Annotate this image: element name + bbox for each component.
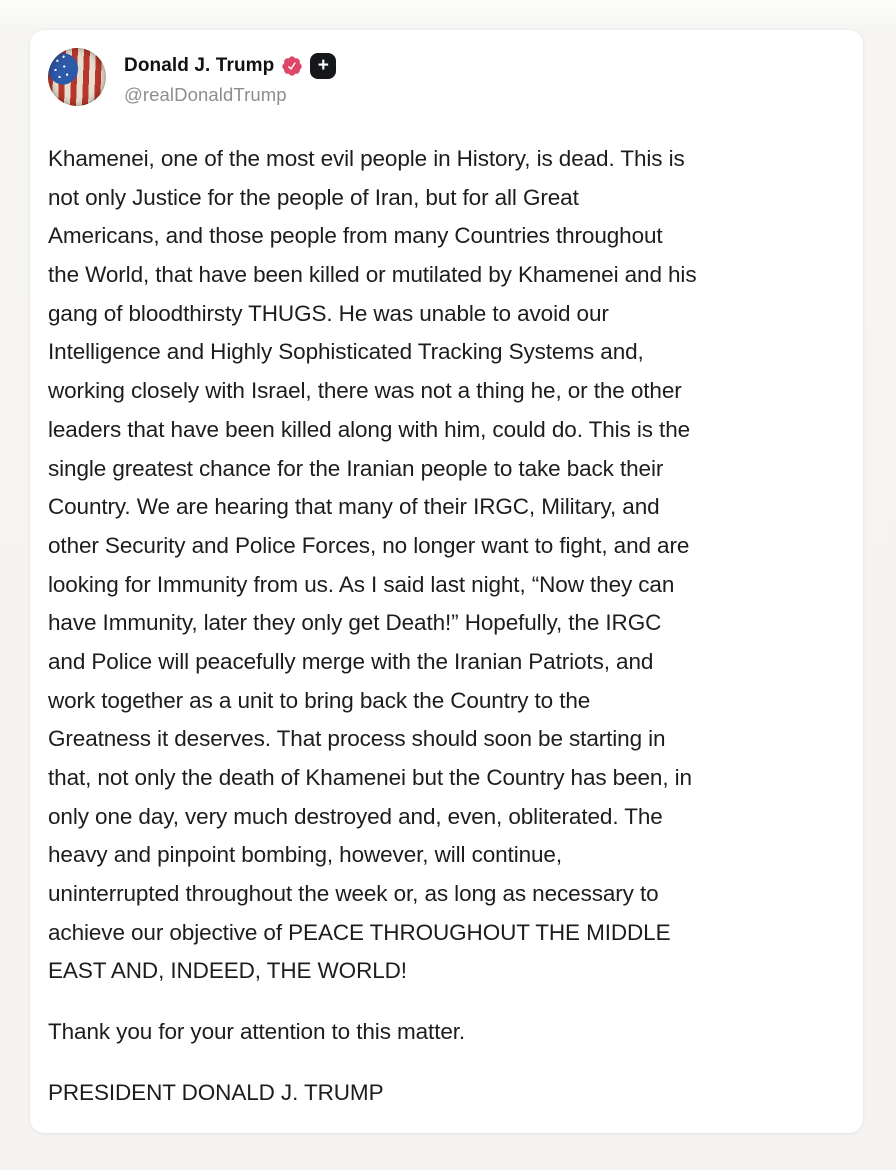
text-line: leaders that have been killed along with him, could do. This is the (48, 416, 691, 442)
text-line: not only Justice for the people of Iran, but for all Great (48, 184, 579, 210)
text-line: other Security and Police Forces, no longer want to fight, and are (48, 532, 690, 558)
author-name-row (124, 53, 336, 79)
text-line: gang of bloodthirsty THUGS. He was unable to avoid our (48, 300, 609, 326)
text-line: looking for Immunity from us. As I said last night, “Now they can (48, 571, 675, 597)
follow-plus-button[interactable] (310, 53, 336, 79)
text-line: only one day, very much destroyed and, even, obliterated. The (48, 803, 663, 829)
paragraph-main (48, 140, 845, 991)
author-identity (124, 48, 336, 106)
user-handle[interactable]: @realDonaldTrump (124, 84, 287, 105)
text-line: PRESIDENT DONALD J. TRUMP (48, 1079, 384, 1105)
display-name[interactable]: Donald J. Trump (124, 55, 275, 76)
text-line: and Police will peacefully merge with the Iranian Patriots, and (48, 648, 654, 674)
post-card (30, 30, 863, 1133)
post-body (48, 140, 845, 1113)
text-line: Greatness it deserves. That process should soon be starting in (48, 726, 666, 752)
paragraph-thanks (48, 1013, 845, 1052)
text-line: that, not only the death of Khamenei but the Country has been, in (48, 765, 692, 790)
text-line: Thank you for your attention to this matter. (48, 1019, 466, 1045)
verified-badge-icon (281, 55, 303, 77)
paragraph-signature (48, 1074, 845, 1113)
text-line: the World, that have been killed or mutilated by Khamenei and his (48, 262, 697, 288)
avatar[interactable] (48, 48, 106, 106)
text-line: Country. We are hearing that many of their IRGC, Military, and (48, 494, 660, 520)
text-line: have Immunity, later they only get Death!” Hopefully, the IRGC (48, 610, 662, 636)
text-line: single greatest chance for the Iranian people to take back their (48, 455, 664, 481)
text-line: work together as a unit to bring back the Country to the (48, 687, 591, 713)
text-line: heavy and pinpoint bombing, however, will continue, (48, 842, 562, 868)
text-line: Americans, and those people from many Countries throughout (48, 223, 663, 249)
text-line: EAST AND, INDEED, THE WORLD! (48, 958, 407, 984)
text-line: working closely with Israel, there was not a thing he, or the other (48, 378, 682, 404)
text-line: achieve our objective of PEACE THROUGHOUT THE MIDDLE (48, 919, 671, 945)
post-header (48, 48, 845, 106)
text-line: Khamenei, one of the most evil people in History, is dead. This is (48, 146, 685, 171)
text-line: uninterrupted throughout the week or, as long as necessary to (48, 881, 659, 907)
text-line: Intelligence and Highly Sophisticated Tracking Systems and, (48, 339, 644, 365)
plus-icon: + (317, 54, 329, 76)
